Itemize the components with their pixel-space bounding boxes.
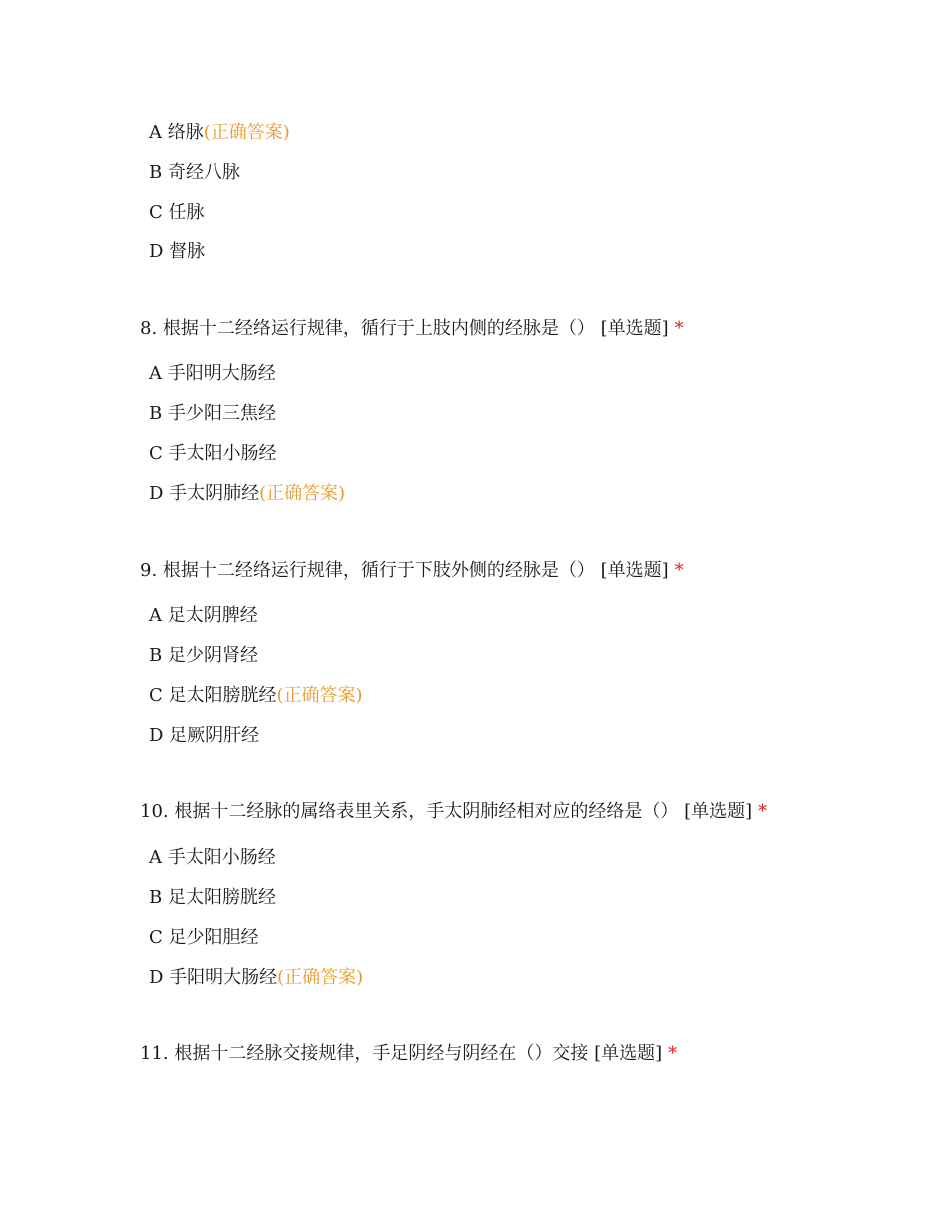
correct-answer-note: (正确答案): [203, 122, 290, 143]
option-text: D 手太阴肺经: [149, 483, 260, 504]
correct-answer-note: (正确答案): [277, 967, 364, 988]
question-text: 10. 根据十二经脉的属络表里关系，手太阴肺经相对应的经络是（） [单选题]: [140, 801, 753, 822]
correct-answer-note: (正确答案): [259, 483, 346, 504]
question-text: 11. 根据十二经脉交接规律，手足阴经与阴经在（）交接 [单选题]: [140, 1043, 663, 1064]
option-q10-a: [149, 846, 276, 870]
option-text: B 足少阴肾经: [149, 645, 258, 666]
option-q9-a: [149, 604, 258, 628]
question-8-title: [140, 317, 684, 341]
required-mark: *: [674, 318, 684, 339]
required-mark: *: [674, 560, 684, 581]
option-text: C 足太阳膀胱经: [149, 685, 277, 706]
option-text: C 任脉: [149, 202, 205, 223]
option-text: C 手太阳小肠经: [149, 443, 277, 464]
option-q10-c: [149, 926, 259, 950]
question-10-title: [140, 800, 767, 824]
option-text: A 足太阴脾经: [149, 605, 258, 626]
question-text: 9. 根据十二经络运行规律，循行于下肢外侧的经脉是（） [单选题]: [140, 560, 669, 581]
option-q9-d: [149, 724, 259, 748]
option-text: B 手少阳三焦经: [149, 403, 276, 424]
option-text: D 足厥阴肝经: [149, 725, 260, 746]
option-text: A 手太阳小肠经: [149, 847, 276, 868]
option-q7-b: [149, 161, 240, 185]
question-11-title: [140, 1042, 677, 1066]
option-q8-a: [149, 362, 276, 386]
option-q8-b: [149, 402, 276, 426]
option-q7-d: [149, 240, 205, 264]
option-text: D 督脉: [149, 241, 206, 262]
option-q10-b: [149, 886, 276, 910]
correct-answer-note: (正确答案): [276, 685, 363, 706]
required-mark: *: [758, 801, 768, 822]
option-q8-d: [149, 482, 345, 506]
option-text: A 手阳明大肠经: [149, 363, 276, 384]
option-q7-a: [149, 121, 290, 145]
required-mark: *: [668, 1043, 678, 1064]
option-text: B 足太阳膀胱经: [149, 887, 276, 908]
option-q10-d: [149, 966, 363, 990]
question-9-title: [140, 559, 684, 583]
option-text: A 络脉: [149, 122, 204, 143]
option-q9-b: [149, 644, 258, 668]
option-q9-c: [149, 684, 363, 708]
option-text: C 足少阳胆经: [149, 927, 259, 948]
option-text: B 奇经八脉: [149, 162, 240, 183]
option-q8-c: [149, 442, 277, 466]
option-q7-c: [149, 201, 205, 225]
question-text: 8. 根据十二经络运行规律，循行于上肢内侧的经脉是（） [单选题]: [140, 318, 669, 339]
option-text: D 手阳明大肠经: [149, 967, 278, 988]
